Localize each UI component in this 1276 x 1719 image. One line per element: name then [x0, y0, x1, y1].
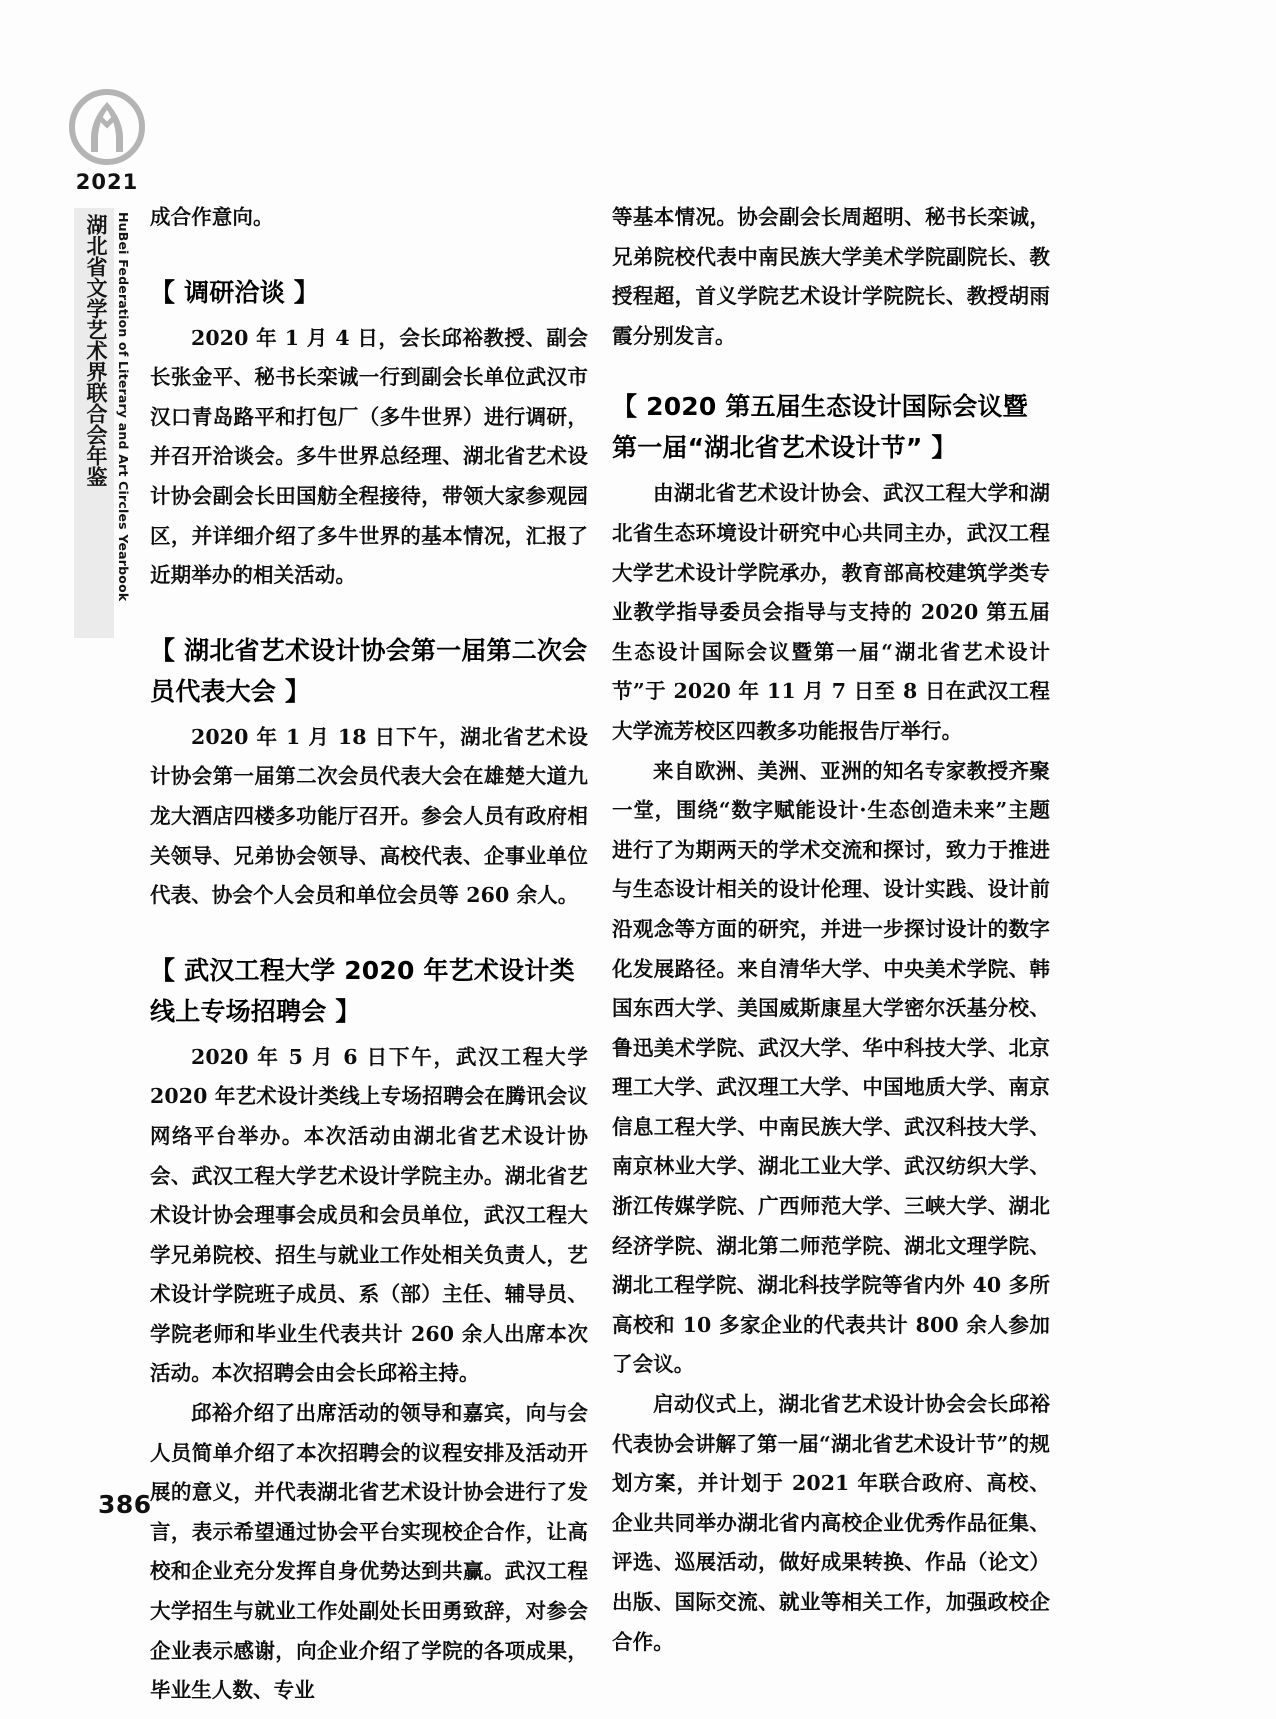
section-heading-eco-design-conference: 【 2020 第五届生态设计国际会议暨第一届“湖北省艺术设计节” 】 [612, 392, 1028, 463]
left-text-column [150, 198, 588, 1711]
paragraph: 启动仪式上，湖北省艺术设计协会会长邱裕代表协会讲解了第一届“湖北省艺术设计节”的规划方案，并计划于 2021 年联合政府、高校、企业共同举办湖北省内高校企业优秀作品征集、评选、巡展活动，做好成果转换、作品（论文）出版、国际交流、就业等相关工作，加强政校企合作。 [612, 1392, 1050, 1654]
right-text-column [612, 198, 1050, 1662]
paragraph-continuation: 成合作意向。 [150, 205, 274, 229]
federation-arch-logo-icon [68, 88, 146, 166]
sidebar-year: 2021 [75, 170, 139, 194]
paragraph: 来自欧洲、美洲、亚洲的知名专家教授齐聚一堂，围绕“数字赋能设计·生态创造未来”主题进行了为期两天的学术交流和探讨，致力于推进与生态设计相关的设计伦理、设计实践、设计前沿观念等方面的研究，并进一步探讨设计的数字化发展路径。来自清华大学、中央美术学院、韩国东西大学、美国威斯康星大学密尔沃基分校、鲁迅美术学院、武汉大学、华中科技大学、北京理工大学、武汉理工大学、中国地质大学、南京信息工程大学、中南民族大学、武汉科技大学、南京林业大学、湖北工业大学、武汉纺织大学、浙江传媒学院、广西师范大学、三峡大学、湖北经济学院、湖北第二师范学院、湖北文理学院、湖北工程学院、湖北科技学院等省内外 40 多所高校和 10 多家企业的代表共计 800 余人参加了会议。 [612, 758, 1050, 1377]
section-heading-member-congress: 【 湖北省艺术设计协会第一届第二次会员代表大会 】 [150, 635, 588, 706]
paragraph: 2020 年 1 月 18 日下午，湖北省艺术设计协会第一届第二次会员代表大会在雄楚大道九龙大酒店四楼多功能厅召开。参会人员有政府相关领导、兄弟协会领导、高校代表、企事业单位代表、协会个人会员和单位会员等 260 余人。 [150, 724, 588, 908]
paragraph-continuation: 等基本情况。协会副会长周超明、秘书长栾诚，兄弟院校代表中南民族大学美术学院副院长、教授程超，首义学院艺术设计学院院长、教授胡雨霞分别发言。 [612, 205, 1050, 348]
paragraph: 2020 年 1 月 4 日，会长邱裕教授、副会长张金平、秘书长栾诚一行到副会长单位武汉市汉口青岛路平和打包厂（多牛世界）进行调研，并召开洽谈会。多牛世界总经理、湖北省艺术设计协会副会长田国舫全程接待，带领大家参观园区，并详细介绍了多牛世界的基本情况，汇报了近期举办的相关活动。 [150, 325, 588, 588]
page-number: 386 [98, 1490, 152, 1519]
section-heading-diaoyan-qiatan: 【 调研洽谈 】 [150, 277, 320, 307]
section-heading-online-job-fair: 【 武汉工程大学 2020 年艺术设计类线上专场招聘会 】 [150, 955, 575, 1026]
paragraph: 由湖北省艺术设计协会、武汉工程大学和湖北省生态环境设计研究中心共同主办，武汉工程大学艺术设计学院承办，教育部高校建筑学类专业教学指导委员会指导与支持的 2020 第五届生态设计国际会议暨第一届“湖北省艺术设计节”于 2020 年 11 月 7 日至 8 日在武汉工程大学流芳校区四教多功能报告厅举行。 [612, 481, 1050, 743]
sidebar-vertical-title-cn: 湖北省文学艺术界联合会年鉴 [84, 214, 108, 487]
sidebar-vertical-title-en: HuBei Federation of Literary and Art Circles Yearbook [116, 212, 131, 602]
paragraph: 邱裕介绍了出席活动的领导和嘉宾，向与会人员简单介绍了本次招聘会的议程安排及活动开展的意义，并代表湖北省艺术设计协会进行了发言，表示希望通过协会平台实现校企合作，让高校和企业充分发挥自身优势达到共赢。武汉工程大学招生与就业工作处副处长田勇致辞，对参会企业表示感谢，向企业介绍了学院的各项成果，毕业生人数、专业 [150, 1401, 588, 1703]
paragraph: 2020 年 5 月 6 日下午，武汉工程大学 2020 年艺术设计类线上专场招聘会在腾讯会议网络平台举办。本次活动由湖北省艺术设计协会、武汉工程大学艺术设计学院主办。湖北省艺术设计协会理事会成员和会员单位，武汉工程大学兄弟院校、招生与就业工作处相关负责人，艺术设计学院班子成员、系（部）主任、辅导员、学院老师和毕业生代表共计 260 余人出席本次活动。本次招聘会由会长邱裕主持。 [150, 1044, 588, 1386]
